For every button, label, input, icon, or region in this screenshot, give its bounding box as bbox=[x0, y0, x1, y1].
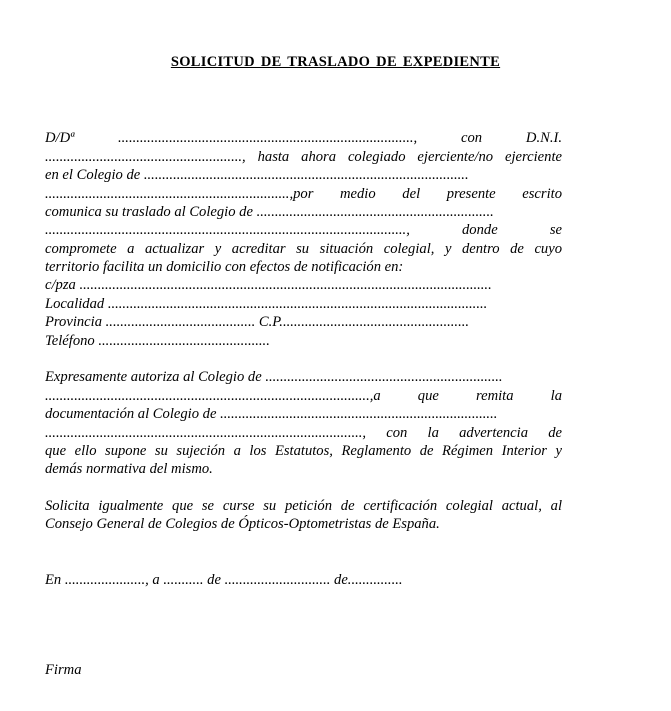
line-documentacion: documentación al Colegio de ............................................................................ bbox=[45, 406, 498, 422]
line-donde: ..................................................................................................., donde se bbox=[45, 222, 562, 238]
line-lugar-fecha: En ......................, a ........... de ............................. de............... bbox=[45, 572, 403, 588]
line-escrito: ...................................................................,por medio del presente escrito bbox=[45, 186, 562, 202]
signature-label: Firma bbox=[45, 662, 82, 678]
line-remita: .........................................................................................,a que remita la bbox=[45, 388, 562, 404]
line-name: D/Dª ................................................................................., con D.N.I. bbox=[45, 130, 562, 146]
line-compromete: compromete a actualizar y acreditar su situación colegial, y dentro de cuyo bbox=[45, 241, 562, 257]
line-solicita: Solicita igualmente que se curse su petición de certificación colegial actual, al bbox=[45, 498, 562, 514]
line-consejo: Consejo General de Colegios de Ópticos-Optometristas de España. bbox=[45, 516, 440, 532]
line-telefono: Teléfono ............................................... bbox=[45, 333, 270, 349]
line-advertencia: ......................................................................................., con la advertencia de bbox=[45, 425, 562, 441]
line-colegio: en el Colegio de ......................................................................................... bbox=[45, 167, 469, 183]
line-dni: ......................................................, hasta ahora colegiado ejerciente/no ejerciente bbox=[45, 149, 562, 165]
line-estatutos: que ello supone su sujeción a los Estatutos, Reglamento de Régimen Interior y bbox=[45, 443, 562, 459]
line-territorio: territorio facilita un domicilio con efectos de notificación en: bbox=[45, 259, 404, 275]
line-localidad: Localidad ........................................................................................................ bbox=[45, 296, 488, 312]
document-title: SOLICITUD DE TRASLADO DE EXPEDIENTE bbox=[170, 54, 501, 70]
line-normativa: demás normativa del mismo. bbox=[45, 461, 213, 477]
line-autoriza: Expresamente autoriza al Colegio de ................................................................. bbox=[45, 369, 503, 385]
line-provincia: Provincia ......................................... C.P.................................................... bbox=[45, 314, 470, 330]
line-cpza: c/pza ................................................................................................................. bbox=[45, 277, 492, 293]
line-traslado: comunica su traslado al Colegio de ................................................................. bbox=[45, 204, 494, 220]
